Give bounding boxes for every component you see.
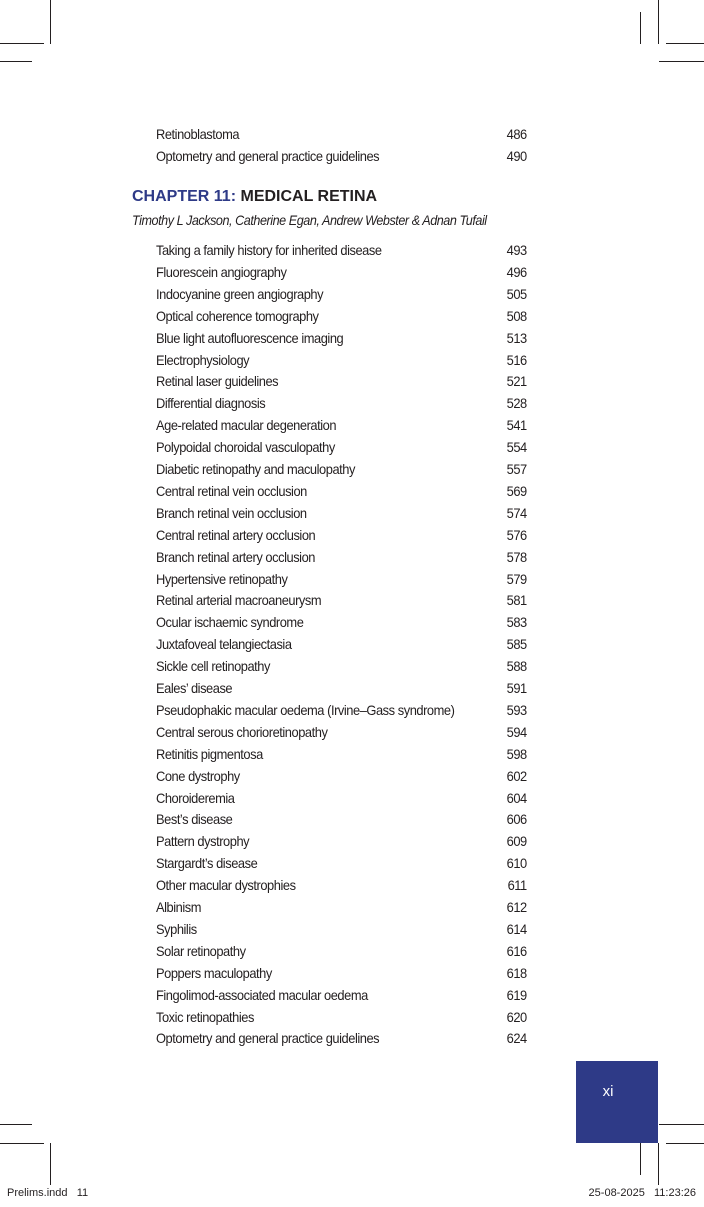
toc-entry	[156, 239, 527, 261]
toc-entry-page: 541	[506, 417, 527, 434]
toc-entry-page: 574	[506, 504, 527, 521]
toc-entry	[156, 589, 527, 611]
toc-entry-title: Retinoblastoma	[156, 126, 240, 142]
toc-entry-page: 528	[506, 395, 527, 412]
toc-entry	[156, 765, 527, 787]
crop-mark	[659, 1124, 704, 1125]
toc-entry-page: 602	[506, 767, 527, 784]
toc-entry	[156, 392, 527, 414]
toc-entry	[156, 414, 527, 436]
slug-date: 25-08-2025 11:23:26	[588, 1187, 696, 1199]
toc-entry	[156, 370, 527, 392]
toc-entry-title: Age-related macular degeneration	[156, 417, 337, 434]
toc-entry-page: 493	[506, 242, 527, 258]
chapter-heading	[132, 188, 377, 206]
toc-entry-title: Ocular ischaemic syndrome	[156, 614, 304, 631]
toc-entry-title: Indocyanine green angiography	[156, 285, 324, 302]
toc-entry-page: 620	[506, 1008, 527, 1025]
crop-mark	[50, 1143, 51, 1185]
toc-entry-page: 496	[506, 263, 527, 280]
toc-entry-title: Retinal laser guidelines	[156, 373, 279, 390]
toc-entry	[156, 502, 527, 524]
toc-entry	[156, 349, 527, 371]
toc-entry-page: 557	[506, 461, 527, 477]
toc-entry-page: 618	[506, 964, 527, 981]
toc-entry-page: 583	[506, 614, 527, 631]
toc-entry-page: 581	[506, 592, 527, 609]
toc-entry-title: Stargardt’s disease	[156, 855, 258, 872]
toc-entry-page: 486	[506, 126, 527, 142]
toc-entry	[156, 830, 527, 852]
toc-entry	[156, 874, 527, 896]
toc-entry	[156, 568, 527, 590]
toc-entry-page: 576	[506, 526, 527, 543]
toc-entry-title: Optometry and general practice guidelines	[156, 1030, 380, 1047]
folio-tab	[576, 1061, 658, 1143]
toc-entry-page: 616	[506, 942, 527, 959]
toc-entry	[156, 962, 527, 984]
toc-entry	[156, 633, 527, 655]
crop-mark	[640, 1143, 641, 1175]
crop-mark	[658, 0, 659, 44]
toc-entry-title: Electrophysiology	[156, 351, 250, 368]
toc-entry-page: 579	[506, 570, 527, 587]
toc-entry	[156, 305, 527, 327]
crop-mark	[0, 43, 44, 44]
crop-mark	[659, 61, 704, 62]
toc-entry-page: 513	[506, 329, 527, 346]
toc-entry-page: 593	[506, 701, 527, 718]
crop-mark	[0, 1143, 44, 1144]
toc-entry	[156, 1027, 527, 1049]
toc-entry-title: Central serous chorioretinopathy	[156, 723, 328, 740]
crop-mark	[50, 0, 51, 44]
crop-mark	[0, 1124, 32, 1125]
toc-entry-page: 606	[506, 811, 527, 828]
toc-entry-page: 591	[506, 680, 527, 696]
crop-mark	[0, 61, 32, 62]
toc-entry	[156, 918, 527, 940]
toc-entry-page: 594	[506, 723, 527, 740]
toc-entry	[156, 261, 527, 283]
toc-entry-title: Hypertensive retinopathy	[156, 570, 288, 587]
page-number: xi	[602, 1083, 614, 1100]
crop-mark	[640, 12, 641, 44]
toc-entry-page: 610	[506, 855, 527, 872]
toc-entry-title: Syphilis	[156, 920, 197, 937]
chapter-title: MEDICAL RETINA	[240, 188, 378, 205]
toc-entry-page: 585	[506, 636, 527, 653]
toc-entry-page: 505	[506, 285, 527, 302]
crop-mark	[666, 43, 704, 44]
toc-entry-title: Choroideremia	[156, 789, 235, 806]
toc-entry-page: 588	[506, 658, 527, 675]
toc-entry	[156, 787, 527, 809]
chapter-label: CHAPTER 11:	[132, 188, 237, 205]
toc-entry-title: Blue light autofluorescence imaging	[156, 329, 344, 346]
toc-entry-page: 516	[506, 351, 527, 368]
toc-entry-title: Fluorescein angiography	[156, 263, 287, 280]
toc-entry-page: 604	[506, 789, 527, 806]
toc-entry-page: 611	[507, 877, 527, 894]
toc-entry-title: Poppers maculopathy	[156, 964, 272, 981]
toc-entry	[156, 145, 527, 167]
toc-entry	[156, 896, 527, 918]
toc-entry-title: Eales’ disease	[156, 680, 233, 696]
toc-entry-title: Optometry and general practice guidelines	[156, 148, 380, 164]
toc-entry	[156, 699, 527, 721]
toc-entry-title: Juxtafoveal telangiectasia	[156, 636, 292, 653]
toc-entry-title: Pseudophakic macular oedema (Irvine–Gass syndrome)	[156, 701, 455, 718]
toc-entry	[156, 546, 527, 568]
toc-entry-title: Albinism	[156, 899, 201, 915]
toc-entry-page: 614	[506, 920, 527, 937]
crop-mark	[666, 1143, 704, 1144]
toc-entry	[156, 743, 527, 765]
toc-entry-page: 598	[506, 745, 527, 762]
toc-entry-page: 619	[506, 986, 527, 1003]
toc-entry-page: 508	[506, 307, 527, 324]
toc-entry	[156, 1006, 527, 1028]
toc-entry-title: Retinal arterial macroaneurysm	[156, 592, 322, 609]
toc-entry	[156, 677, 527, 699]
toc-entry-page: 569	[506, 482, 527, 499]
toc-entry-title: Polypoidal choroidal vasculopathy	[156, 439, 335, 456]
toc-entry	[156, 327, 527, 349]
toc-entry-title: Central retinal artery occlusion	[156, 526, 316, 543]
toc-entry-page: 624	[506, 1030, 527, 1047]
toc-entry-title: Central retinal vein occlusion	[156, 482, 307, 499]
toc-entry	[156, 611, 527, 633]
toc-entry-page: 554	[506, 439, 527, 456]
slug-file: Prelims.indd 11	[7, 1187, 89, 1199]
toc-entry-title: Best’s disease	[156, 811, 233, 828]
toc-entry-page: 521	[506, 373, 527, 390]
crop-mark	[658, 1143, 659, 1185]
toc-entry-page: 578	[506, 548, 527, 565]
toc-entry-title: Diabetic retinopathy and maculopathy	[156, 461, 355, 477]
toc-entry	[156, 940, 527, 962]
toc-entry	[156, 123, 527, 145]
toc-entry-title: Solar retinopathy	[156, 942, 246, 959]
toc-entry-title: Taking a family history for inherited disease	[156, 242, 382, 258]
toc-entry	[156, 808, 527, 830]
toc-entry-title: Cone dystrophy	[156, 767, 240, 784]
toc-entry	[156, 283, 527, 305]
toc-entry-title: Branch retinal vein occlusion	[156, 504, 307, 521]
toc-entry-title: Other macular dystrophies	[156, 877, 296, 894]
toc-entry	[156, 721, 527, 743]
toc-entry-title: Optical coherence tomography	[156, 307, 319, 324]
toc-entry-title: Sickle cell retinopathy	[156, 658, 270, 675]
toc-entry	[156, 480, 527, 502]
toc-entry-page: 609	[506, 833, 527, 850]
toc-entry	[156, 524, 527, 546]
toc-entry-title: Fingolimod-associated macular oedema	[156, 986, 368, 1003]
toc-entry	[156, 436, 527, 458]
toc-entry	[156, 984, 527, 1006]
toc-entry	[156, 655, 527, 677]
toc-entry-title: Retinitis pigmentosa	[156, 745, 263, 762]
toc-entry-title: Differential diagnosis	[156, 395, 266, 412]
toc-entry	[156, 852, 527, 874]
toc-entry-page: 490	[506, 148, 527, 164]
toc-entry	[156, 458, 527, 480]
toc-entry-title: Toxic retinopathies	[156, 1008, 254, 1025]
chapter-authors: Timothy L Jackson, Catherine Egan, Andrew Webster & Adnan Tufail	[132, 212, 487, 228]
toc-entry-title: Branch retinal artery occlusion	[156, 548, 315, 565]
toc-entry-page: 612	[506, 899, 527, 915]
toc-entry-title: Pattern dystrophy	[156, 833, 250, 850]
